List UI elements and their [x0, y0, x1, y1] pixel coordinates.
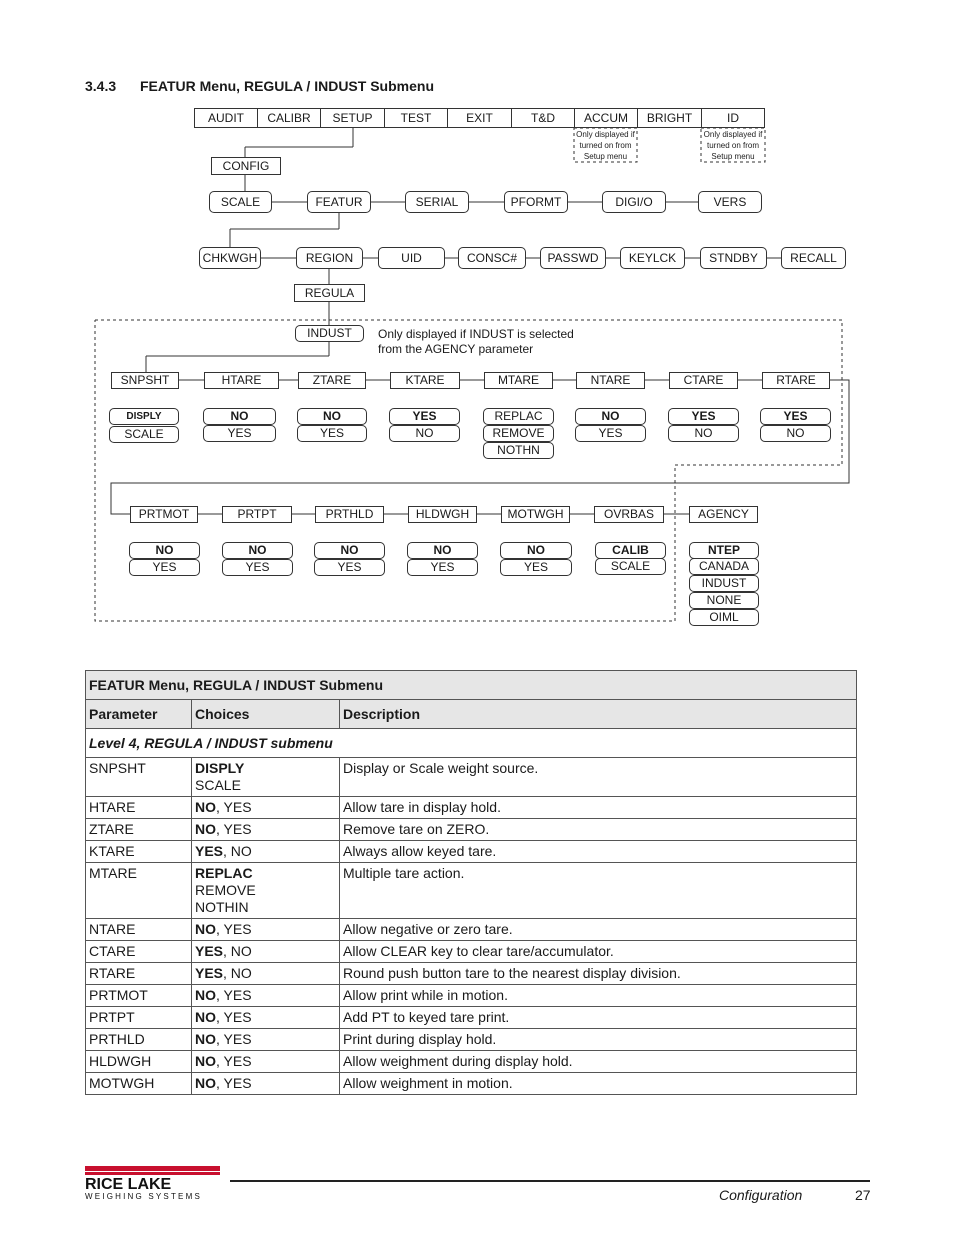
choice-default: YES [195, 943, 224, 959]
choice-ovrbas-alt[interactable]: SCALE [595, 558, 666, 575]
row-choices [192, 863, 340, 919]
row-choices [192, 819, 340, 841]
section-title: FEATUR Menu, REGULA / INDUST Submenu [140, 78, 434, 94]
table-row [86, 1029, 857, 1051]
param-ctare[interactable]: CTARE [669, 372, 738, 389]
choice-mtare-alt2[interactable]: NOTHN [483, 442, 554, 459]
row-choices [192, 919, 340, 941]
logo-brand: RICE LAKE [85, 1176, 172, 1193]
menu-exit[interactable]: EXIT [447, 108, 512, 128]
choice-ntare-alt[interactable]: YES [575, 425, 646, 442]
choice-default: DISPLY [195, 760, 245, 776]
row-parameter: ZTARE [86, 819, 192, 841]
row-parameter: PRTMOT [86, 985, 192, 1007]
param-ovrbas[interactable]: OVRBAS [594, 506, 664, 523]
row-choices [192, 1007, 340, 1029]
choice-agency-alt4[interactable]: OIML [689, 609, 759, 626]
choice-ctare-default[interactable]: YES [668, 408, 739, 425]
choice-prtpt-default[interactable]: NO [222, 542, 293, 559]
choice-ktare-default[interactable]: YES [389, 408, 460, 425]
row-description: Add PT to keyed tare print. [340, 1007, 857, 1029]
node-stndby[interactable]: STNDBY [700, 247, 767, 269]
node-indust[interactable]: INDUST [295, 325, 364, 342]
table-row [86, 941, 857, 963]
choice-rest: , YES [216, 1075, 252, 1091]
choice-ztare-alt[interactable]: YES [297, 425, 367, 442]
table-body [86, 758, 857, 1095]
row-parameter: HLDWGH [86, 1051, 192, 1073]
param-ktare[interactable]: KTARE [390, 372, 460, 389]
logo-tagline: WEIGHING SYSTEMS [85, 1192, 202, 1200]
indust-note-line2: from the AGENCY parameter [378, 342, 534, 356]
node-keylck[interactable]: KEYLCK [620, 247, 685, 269]
param-htare[interactable]: HTARE [204, 372, 279, 389]
choice-prtmot-alt[interactable]: YES [129, 559, 200, 576]
row-description: Display or Scale weight source. [340, 758, 857, 797]
choice-prthld-alt[interactable]: YES [314, 559, 385, 576]
choice-ctare-alt[interactable]: NO [668, 425, 739, 442]
choice-default: NO [195, 1075, 216, 1091]
menu-id[interactable]: ID [701, 108, 765, 128]
row-choices [192, 941, 340, 963]
page-number: 27 [855, 1187, 871, 1203]
row-description: Allow weighment in motion. [340, 1073, 857, 1095]
table-row [86, 758, 857, 797]
node-featur[interactable]: FEATUR [307, 191, 371, 213]
menu-accum[interactable]: ACCUM [574, 108, 638, 128]
choice-extra: REMOVE [195, 882, 256, 898]
param-prtpt[interactable]: PRTPT [222, 506, 292, 523]
row-description: Print during display hold. [340, 1029, 857, 1051]
table-level-row [86, 729, 857, 758]
accum-note: Only displayed if turned on from Setup menu [576, 130, 635, 161]
choice-default: NO [195, 987, 216, 1003]
node-recall[interactable]: RECALL [781, 247, 846, 269]
node-vers[interactable]: VERS [698, 191, 762, 213]
table-row [86, 985, 857, 1007]
node-chkwgh[interactable]: CHKWGH [199, 247, 261, 269]
choice-snpsht-default[interactable]: DISPLY [109, 408, 179, 425]
node-consc[interactable]: CONSC# [458, 247, 526, 269]
node-region[interactable]: REGION [296, 247, 363, 269]
row-choices [192, 758, 340, 797]
param-motwgh[interactable]: MOTWGH [501, 506, 570, 523]
table-row [86, 1073, 857, 1095]
node-pformt[interactable]: PFORMT [504, 191, 568, 213]
row-description: Allow negative or zero tare. [340, 919, 857, 941]
row-parameter: PRTHLD [86, 1029, 192, 1051]
param-prthld[interactable]: PRTHLD [315, 506, 384, 523]
level-label: Level 4, REGULA / INDUST submenu [86, 729, 857, 758]
choice-rest: , YES [216, 987, 252, 1003]
row-choices [192, 797, 340, 819]
row-parameter: PRTPT [86, 1007, 192, 1029]
param-mtare[interactable]: MTARE [484, 372, 553, 389]
choice-rest: , YES [216, 921, 252, 937]
table-title: FEATUR Menu, REGULA / INDUST Submenu [86, 671, 857, 700]
node-uid[interactable]: UID [378, 247, 445, 269]
row-choices [192, 985, 340, 1007]
row-parameter: KTARE [86, 841, 192, 863]
param-snpsht[interactable]: SNPSHT [111, 372, 179, 389]
choice-agency-alt3[interactable]: NONE [689, 592, 759, 609]
choice-extra: NOTHIN [195, 899, 249, 915]
choice-rest: , YES [216, 1009, 252, 1025]
choice-motwgh-alt[interactable]: YES [500, 559, 572, 576]
param-agency[interactable]: AGENCY [689, 506, 758, 523]
param-ztare[interactable]: ZTARE [298, 372, 366, 389]
choice-rest: , YES [216, 1053, 252, 1069]
menu-audit[interactable]: AUDIT [194, 108, 258, 128]
menu-calibr[interactable]: CALIBR [257, 108, 321, 128]
row-parameter: MTARE [86, 863, 192, 919]
id-note: Only displayed if turned on from Setup menu [703, 130, 763, 161]
row-description: Always allow keyed tare. [340, 841, 857, 863]
table-row [86, 863, 857, 919]
footer-rule [230, 1180, 870, 1182]
row-parameter: MOTWGH [86, 1073, 192, 1095]
choice-default: NO [195, 1009, 216, 1025]
menu-bright[interactable]: BRIGHT [637, 108, 702, 128]
param-prtmot[interactable]: PRTMOT [130, 506, 198, 523]
header-parameter: Parameter [86, 700, 192, 729]
choice-rtare-default[interactable]: YES [760, 408, 831, 425]
choice-default: NO [195, 1053, 216, 1069]
row-choices [192, 1029, 340, 1051]
choice-prthld-default[interactable]: NO [314, 542, 385, 559]
choice-rest: , NO [223, 965, 252, 981]
choice-mtare-default[interactable]: REPLAC [483, 408, 554, 425]
table-row [86, 919, 857, 941]
menu-td[interactable]: T&D [511, 108, 575, 128]
node-regula[interactable]: REGULA [294, 284, 365, 302]
choice-rest: , YES [216, 799, 252, 815]
row-parameter: SNPSHT [86, 758, 192, 797]
table-row [86, 1051, 857, 1073]
choice-default: NO [195, 1031, 216, 1047]
row-parameter: RTARE [86, 963, 192, 985]
choice-default: NO [195, 821, 216, 837]
choice-agency-default[interactable]: NTEP [689, 542, 759, 559]
row-description: Remove tare on ZERO. [340, 819, 857, 841]
header-choices: Choices [192, 700, 340, 729]
row-choices [192, 1051, 340, 1073]
choice-agency-alt1[interactable]: CANADA [689, 558, 759, 575]
choice-ktare-alt[interactable]: NO [389, 425, 460, 442]
row-description: Allow CLEAR key to clear tare/accumulator. [340, 941, 857, 963]
choice-default: REPLAC [195, 865, 253, 881]
choice-rest: , NO [223, 843, 252, 859]
choice-rest: , NO [223, 943, 252, 959]
menu-test[interactable]: TEST [384, 108, 448, 128]
table-title-row [86, 671, 857, 700]
table-row [86, 797, 857, 819]
choice-rest: , YES [216, 821, 252, 837]
param-ntare[interactable]: NTARE [576, 372, 645, 389]
table-header-row [86, 700, 857, 729]
choice-rtare-alt[interactable]: NO [760, 425, 831, 442]
node-digio[interactable]: DIGI/O [602, 191, 666, 213]
row-description: Multiple tare action. [340, 863, 857, 919]
rice-lake-logo [85, 1166, 223, 1200]
choice-htare-alt[interactable]: YES [203, 425, 276, 442]
footer-section: Configuration [719, 1187, 803, 1203]
choice-default: NO [195, 921, 216, 937]
row-parameter: HTARE [86, 797, 192, 819]
choice-agency-alt2[interactable]: INDUST [689, 575, 759, 592]
header-description: Description [340, 700, 857, 729]
row-description: Round push button tare to the nearest display division. [340, 963, 857, 985]
choice-ovrbas-default[interactable]: CALIB [595, 542, 666, 559]
choice-default: NO [195, 799, 216, 815]
node-passwd[interactable]: PASSWD [540, 247, 606, 269]
choice-extra: SCALE [195, 777, 241, 793]
row-parameter: NTARE [86, 919, 192, 941]
row-description: Allow weighment during display hold. [340, 1051, 857, 1073]
row-description: Allow tare in display hold. [340, 797, 857, 819]
choice-hldwgh-alt[interactable]: YES [407, 559, 478, 576]
row-choices [192, 841, 340, 863]
section-number: 3.4.3 [85, 78, 117, 94]
parameter-table [85, 670, 857, 1095]
row-choices [192, 963, 340, 985]
table-row [86, 819, 857, 841]
choice-motwgh-default[interactable]: NO [500, 542, 572, 559]
config-node[interactable]: CONFIG [211, 157, 281, 175]
row-choices [192, 1073, 340, 1095]
table-row [86, 1007, 857, 1029]
choice-prtmot-default[interactable]: NO [129, 542, 200, 559]
choice-mtare-alt1[interactable]: REMOVE [483, 425, 554, 442]
menu-setup[interactable]: SETUP [320, 108, 385, 128]
node-scale[interactable]: SCALE [209, 191, 272, 213]
choice-hldwgh-default[interactable]: NO [407, 542, 478, 559]
choice-default: YES [195, 843, 224, 859]
param-hldwgh[interactable]: HLDWGH [408, 506, 477, 523]
choice-htare-default[interactable]: NO [203, 408, 276, 425]
choice-prtpt-alt[interactable]: YES [222, 559, 293, 576]
indust-note-line1: Only displayed if INDUST is selected [378, 327, 574, 341]
choice-ztare-default[interactable]: NO [297, 408, 367, 425]
row-description: Allow print while in motion. [340, 985, 857, 1007]
choice-snpsht-alt[interactable]: SCALE [109, 426, 179, 443]
choice-default: YES [195, 965, 224, 981]
node-serial[interactable]: SERIAL [405, 191, 469, 213]
choice-rest: , YES [216, 1031, 252, 1047]
row-parameter: CTARE [86, 941, 192, 963]
table-row [86, 841, 857, 863]
table-row [86, 963, 857, 985]
param-rtare[interactable]: RTARE [762, 372, 830, 389]
choice-ntare-default[interactable]: NO [575, 408, 646, 425]
